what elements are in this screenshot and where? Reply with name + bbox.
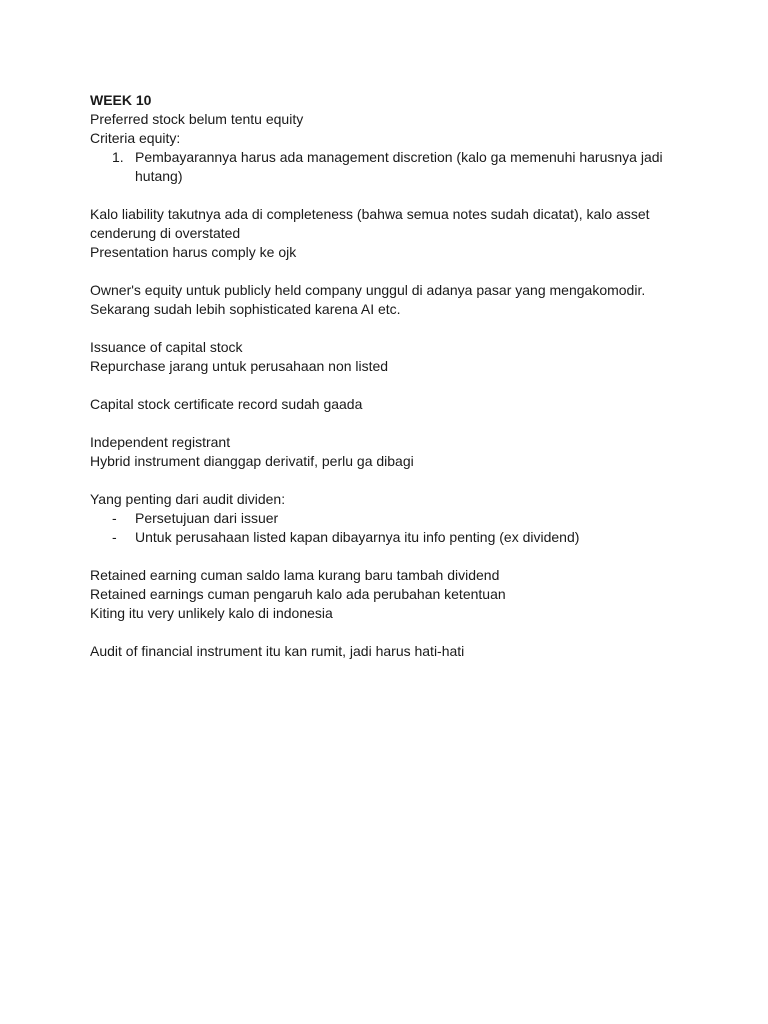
blank-line (90, 376, 690, 395)
blank-line (90, 262, 690, 281)
dividend-item-text: Untuk perusahaan listed kapan dibayarnya itu info penting (ex dividend) (135, 529, 580, 545)
blank-line (90, 623, 690, 642)
dividend-list (90, 509, 690, 547)
preferred-stock-note: Preferred stock belum tentu equity (90, 111, 304, 127)
dividend-list-item (90, 528, 690, 547)
criteria-list-item (90, 148, 690, 186)
bullet-dash: - (112, 510, 117, 526)
dividend-list-item (90, 509, 690, 528)
blank-line (90, 471, 690, 490)
kiting-note: Kiting itu very unlikely kalo di indonesia (90, 605, 333, 621)
presentation-note: Presentation harus comply ke ojk (90, 244, 297, 260)
registrant-note: Independent registrant (90, 434, 231, 450)
criteria-heading: Criteria equity: (90, 130, 181, 146)
repurchase-note: Repurchase jarang untuk perusahaan non listed (90, 358, 389, 374)
owners-equity-line-1: Owner's equity untuk publicly held company unggul di adanya pasar yang mengakomodir. (90, 282, 646, 298)
document-body (90, 91, 690, 661)
issuance-note: Issuance of capital stock (90, 339, 243, 355)
dividend-item-text: Persetujuan dari issuer (135, 510, 279, 526)
bullet-dash: - (112, 529, 117, 545)
blank-line (90, 186, 690, 205)
retained-earning-note-2: Retained earnings cuman pengaruh kalo ada perubahan ketentuan (90, 586, 506, 602)
list-number: 1. (112, 149, 124, 165)
criteria-item-text: Pembayarannya harus ada management discretion (kalo ga memenuhi harusnya jadi hutang) (135, 149, 663, 184)
liability-note: Kalo liability takutnya ada di completeness (bahwa semua notes sudah dicatat), kalo asset cenderung di overstated (90, 206, 650, 241)
blank-line (90, 414, 690, 433)
document-title: WEEK 10 (90, 92, 152, 108)
criteria-list (90, 148, 690, 186)
blank-line (90, 319, 690, 338)
blank-line (90, 547, 690, 566)
certificate-note: Capital stock certificate record sudah gaada (90, 396, 363, 412)
dividend-heading: Yang penting dari audit dividen: (90, 491, 286, 507)
hybrid-note: Hybrid instrument dianggap derivatif, perlu ga dibagi (90, 453, 414, 469)
audit-financial-note: Audit of financial instrument itu kan rumit, jadi harus hati-hati (90, 643, 465, 659)
retained-earning-note-1: Retained earning cuman saldo lama kurang baru tambah dividend (90, 567, 500, 583)
owners-equity-line-2: Sekarang sudah lebih sophisticated karena AI etc. (90, 301, 401, 317)
